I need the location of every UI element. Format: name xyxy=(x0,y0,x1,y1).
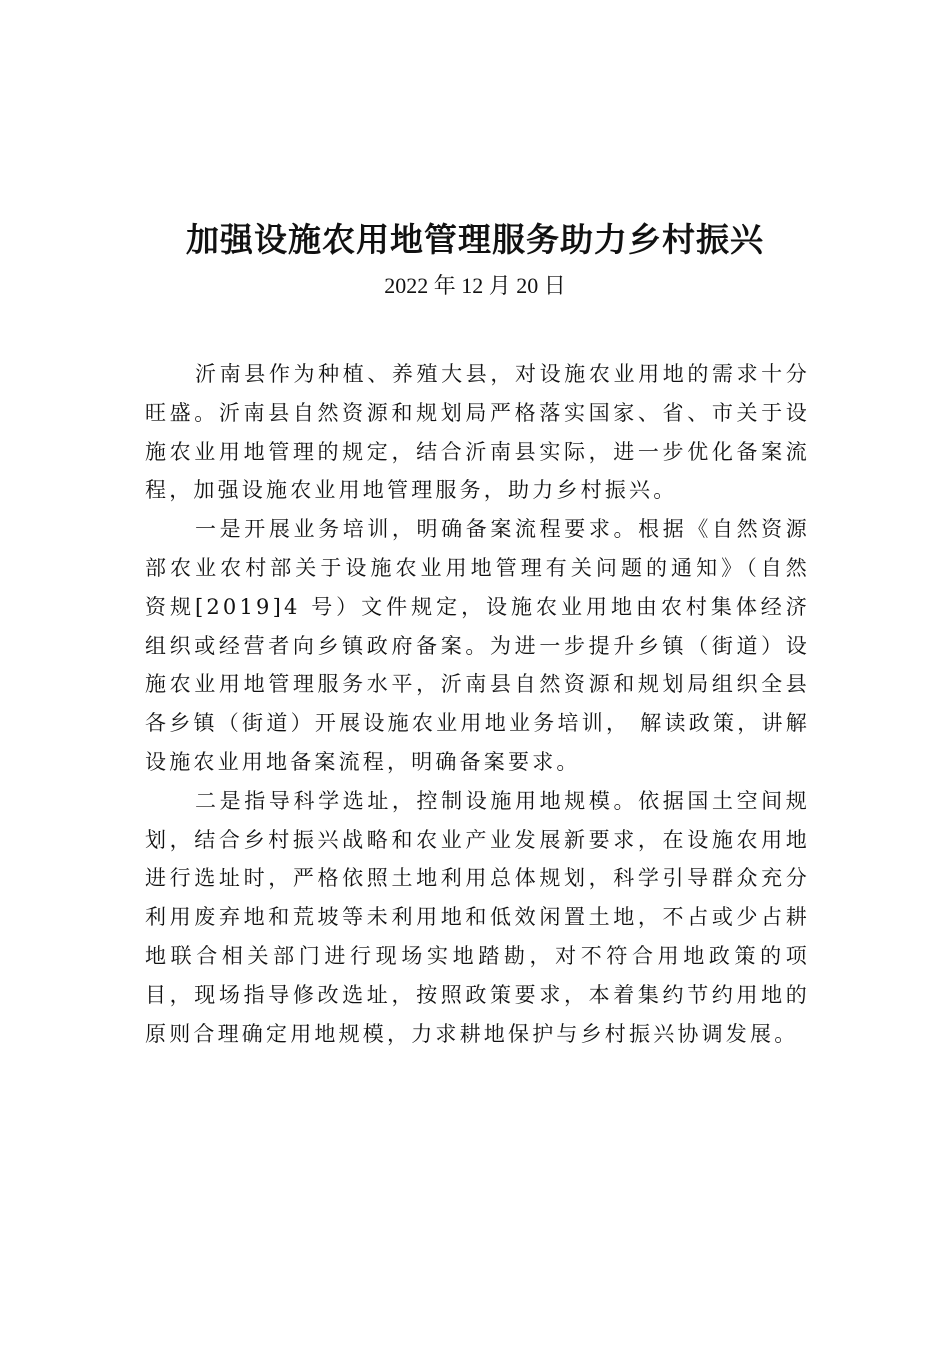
document-title: 加强设施农用地管理服务助力乡村振兴 xyxy=(186,220,764,259)
document-date: 2022 年 12 月 20 日 xyxy=(384,273,566,298)
paragraph-intro: 沂南县作为种植、养殖大县，对设施农业用地的需求十分旺盛。沂南县自然资源和规划局严格落实国家、省、市关于设施农业用地管理的规定，结合沂南县实际，进一步优化备案流程，加强设施农业用地管理服务，助力乡村振兴。 xyxy=(145,362,810,503)
paragraph-training: 一是开展业务培训，明确备案流程要求。根据《自然资源部农业农村部关于设施农业用地管理有关问题的通知》（自然资规[2019]4 号）文件规定，设施农业用地由农村集体经济组织或经营者向乡镇政府备案。为进一步提升乡镇（街道）设施农业用地管理服务水平，沂南县自然资源和规划局组织全县各乡镇（街道）开展设施农业用地业务培训， 解读政策，讲解设施农业用地备案流程，明确备案要求。 xyxy=(145,517,810,774)
paragraph-site-selection: 二是指导科学选址，控制设施用地规模。依据国土空间规划，结合乡村振兴战略和农业产业发展新要求，在设施农用地进行选址时，严格依照土地利用总体规划，科学引导群众充分利用废弃地和荒坡等未利用地和低效闲置土地，不占或少占耕地联合相关部门进行现场实地踏勘，对不符合用地政策的项目，现场指导修改选址，按照政策要求，本着集约节约用地的原则合理确定用地规模，力求耕地保护与乡村振兴协调发展。 xyxy=(145,788,810,1046)
document-body xyxy=(145,355,810,1053)
